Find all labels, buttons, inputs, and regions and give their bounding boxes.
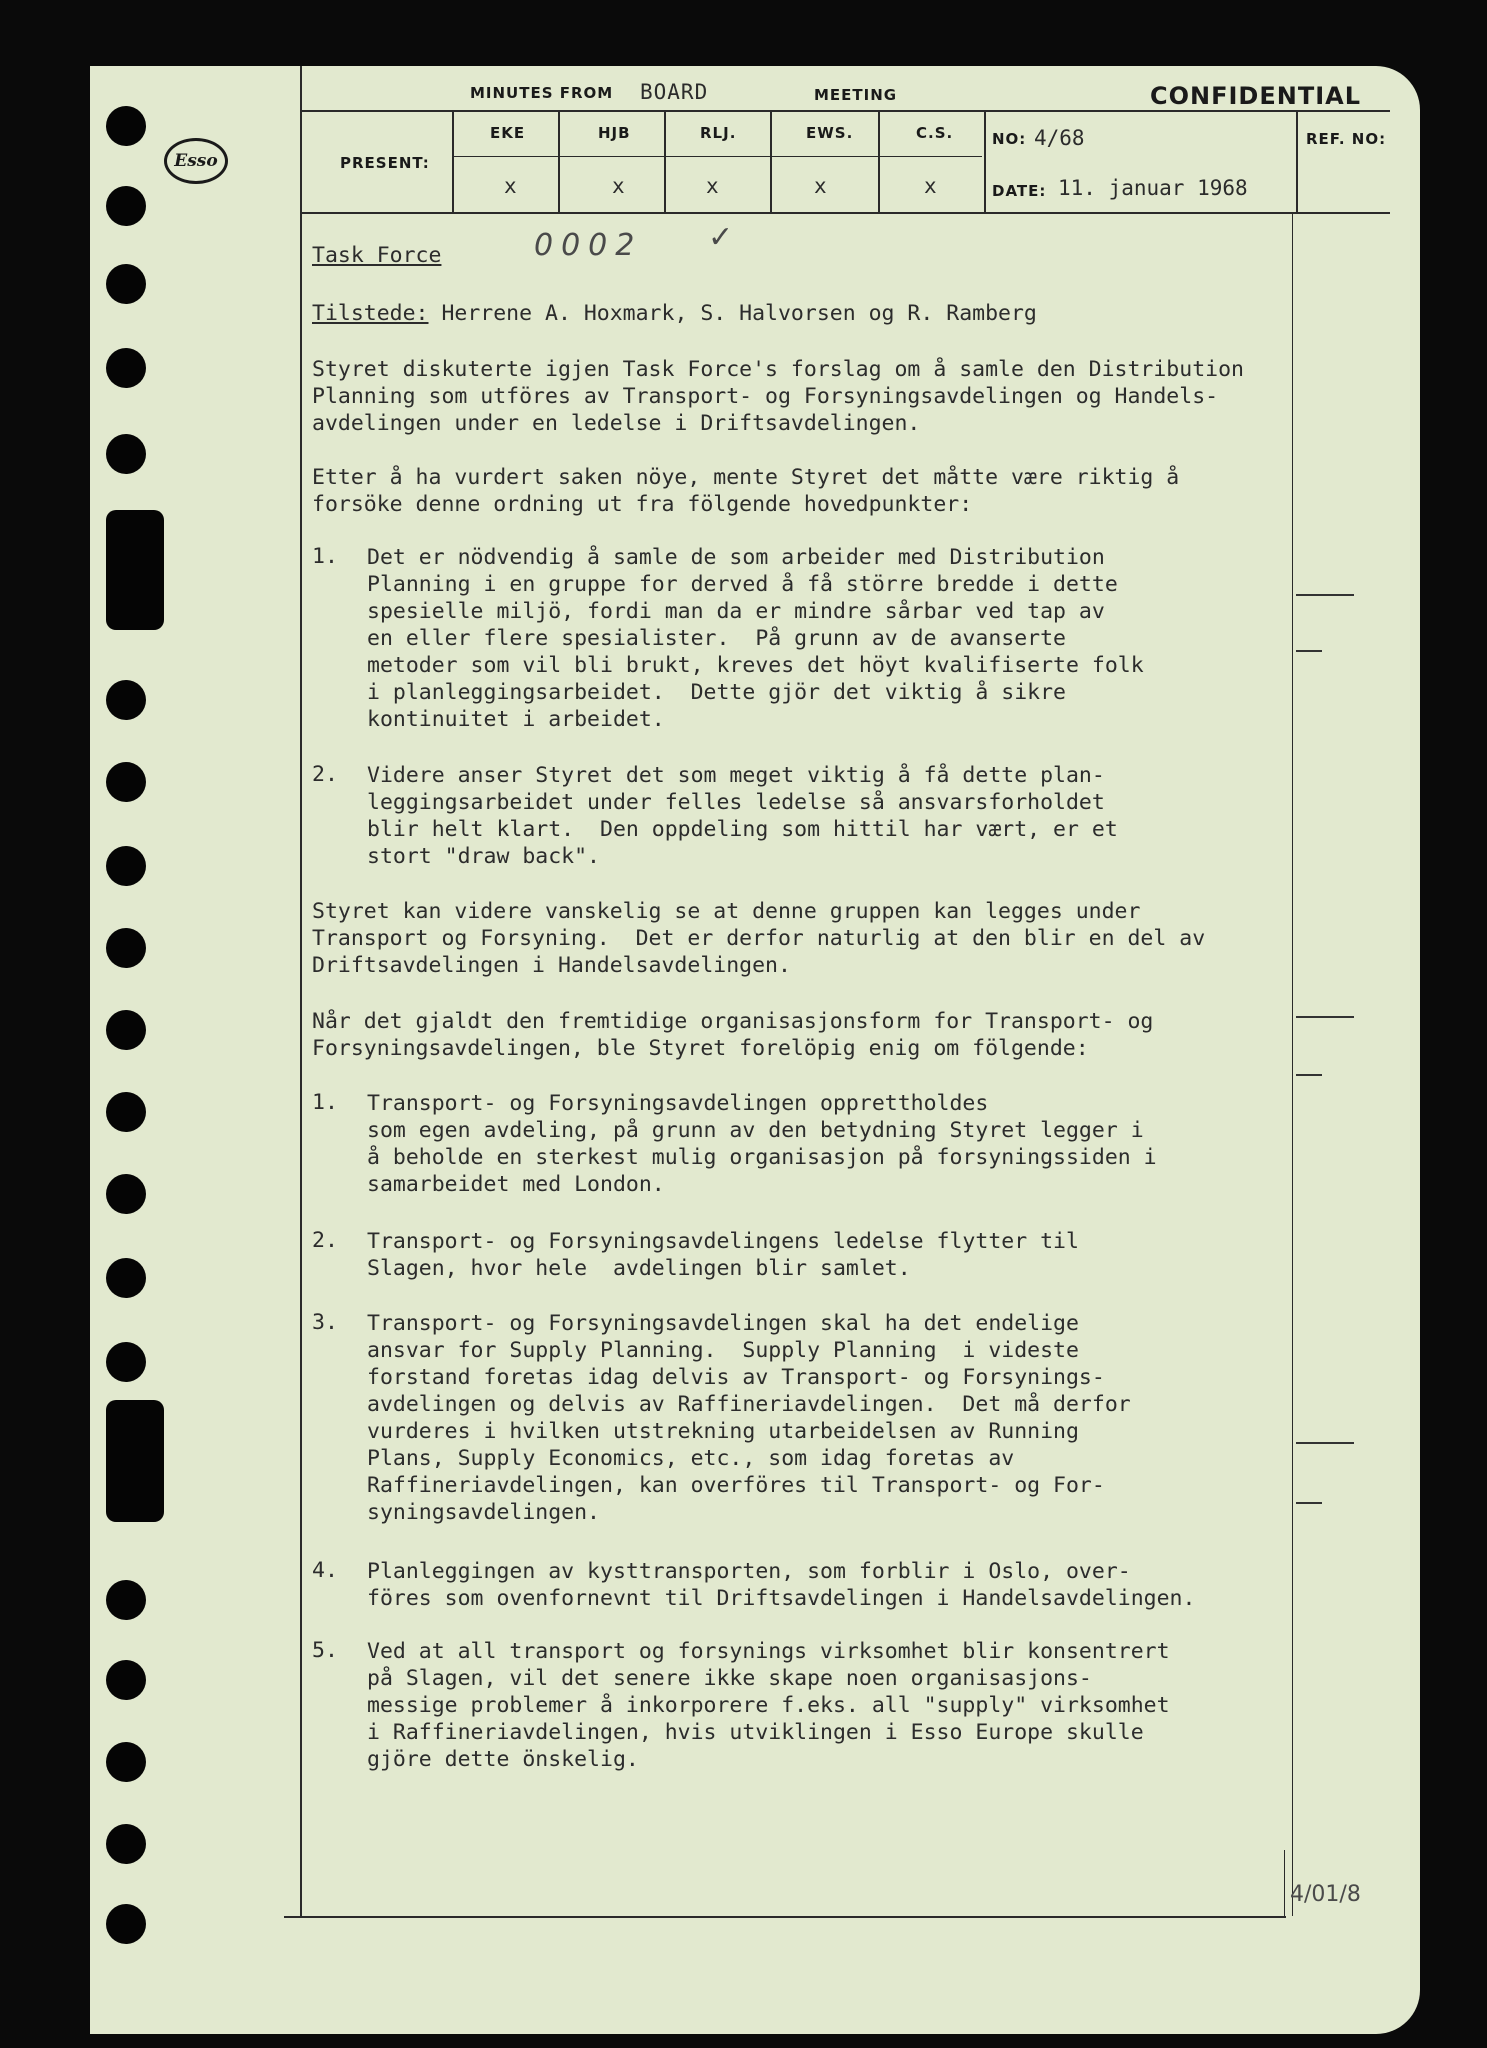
- footer-rule: [284, 1916, 1286, 1918]
- binder-tab: [106, 1400, 164, 1522]
- binder-tab: [106, 510, 164, 630]
- list-item-text: Planleggingen av kysttransporten, som forblir i Oslo, over- föres som ovenfornevnt til Driftsavdelingen i Handelsavdelingen.: [367, 1559, 1196, 1611]
- margin-tick: [1296, 594, 1354, 596]
- binder-hole: [106, 1580, 146, 1620]
- list-item-text: Videre anser Styret det som meget viktig å få dette plan- leggingsarbeidet under felles ledelse så ansvarsforholdet blir helt klart. Den oppdeling som hittil har vært, er et stort "draw back".: [367, 763, 1118, 869]
- meeting-label: MEETING: [814, 86, 898, 104]
- member-mark: x: [504, 174, 517, 198]
- binder-hole: [106, 1742, 146, 1782]
- paragraph: Styret diskuterte igjen Task Force's forslag om å samle den Distribution Planning som utföres av Transport- og Forsyningsavdelingen og Handels- avdelingen under en ledelse i Driftsavdelingen.: [312, 357, 1244, 436]
- attendees-text: Herrene A. Hoxmark, S. Halvorsen og R. Ramberg: [428, 301, 1037, 326]
- minutes-from-label: MINUTES FROM: [470, 84, 614, 102]
- member-mark: x: [814, 174, 827, 198]
- binder-hole: [106, 1258, 146, 1298]
- ref-margin-line: [1292, 212, 1293, 1916]
- table-divider: [1296, 110, 1298, 212]
- list-number: 2.: [312, 1228, 338, 1253]
- binder-hole: [106, 434, 146, 474]
- member-cs: C.S.: [916, 124, 954, 142]
- attendees-label: Tilstede:: [312, 301, 429, 326]
- list-item-text: Transport- og Forsyningsavdelingen skal ha det endelige ansvar for Supply Planning. Supply Planning i videste forstand foretas idag delvis av Transport- og Forsynings- avdelingen og delvis av Raffineriavdelingen. Det må derfor vurderes i hvilken utstrekning utarbeidelsen av Running Plans, Supply Economics, etc., som idag foretas av Raffineriavdelingen, kan overföres til Transport- og For- syningsavdelingen.: [367, 1311, 1131, 1525]
- list-item-text: Transport- og Forsyningsavdelingens ledelse flytter til Slagen, hvor hele avdelingen blir samlet.: [367, 1229, 1079, 1281]
- meeting-body: BOARD: [640, 80, 709, 104]
- date-value: 11. januar 1968: [1058, 176, 1248, 200]
- date-label: DATE:: [992, 182, 1047, 200]
- list-item-text: Ved at all transport og forsynings virksomhet blir konsentrert på Slagen, vil det senere ikke skape noen organisasjons- messige problemer å inkorporere f.eks. all "supply" virksomhet i Raffineriavdelingen, hvis utviklingen i Esso Europe skulle gjöre dette önskelig.: [367, 1639, 1170, 1772]
- binder-hole: [106, 264, 146, 304]
- esso-logo: Esso: [164, 138, 228, 184]
- list-number: 2.: [312, 762, 338, 787]
- paragraph: Når det gjaldt den fremtidige organisasjonsform for Transport- og Forsyningsavdelingen, ble Styret forelöpig enig om fölgende:: [312, 1009, 1154, 1061]
- handwritten-code: 0002: [534, 228, 643, 263]
- member-mark: x: [924, 174, 937, 198]
- binder-hole: [106, 1824, 146, 1864]
- table-divider: [984, 110, 986, 212]
- margin-tick: [1296, 1074, 1322, 1076]
- member-mark: x: [612, 174, 625, 198]
- table-divider: [878, 110, 880, 212]
- binder-hole: [106, 1342, 146, 1382]
- table-divider: [558, 110, 560, 212]
- member-eke: EKE: [490, 124, 526, 142]
- no-value: 4/68: [1034, 126, 1085, 150]
- binder-hole: [106, 762, 146, 802]
- binder-hole: [106, 1174, 146, 1214]
- paragraph: Styret kan videre vanskelig se at denne gruppen kan legges under Transport og Forsyning. Det er derfor naturlig at den blir en del av Driftsavdelingen i Handelsavdelingen.: [312, 899, 1206, 978]
- margin-tick: [1296, 1016, 1354, 1018]
- binder-hole: [106, 1904, 146, 1944]
- list-item-text: Det er nödvendig å samle de som arbeider med Distribution Planning i en gruppe for derved å få större bredde i dette spesielle miljö, fordi man da er mindre sårbar ved tap av en eller flere spesialister. På grunn av de avanserte metoder som vil bli brukt, kreves det höyt kvalifiserte folk i planleggingsarbeidet. Dette gjör det viktig å sikre kontinuitet i arbeidet.: [367, 545, 1144, 732]
- margin-tick: [1296, 1502, 1322, 1504]
- binder-hole: [106, 1010, 146, 1050]
- header-rule: [452, 156, 982, 157]
- binder-hole: [106, 186, 146, 226]
- footer-divider: [1284, 1850, 1285, 1916]
- binder-hole: [106, 1092, 146, 1132]
- margin-tick: [1296, 1442, 1354, 1444]
- list-number: 5.: [312, 1638, 338, 1663]
- binder-hole: [106, 846, 146, 886]
- list-item-text: Transport- og Forsyningsavdelingen opprettholdes som egen avdeling, på grunn av den betydning Styret legger i å beholde en sterkest mulig organisasjon på forsyningssiden i samarbeidet med London.: [367, 1091, 1157, 1197]
- list-number: 1.: [312, 1090, 338, 1115]
- binder-hole: [106, 928, 146, 968]
- check-mark: ✓: [708, 220, 734, 255]
- binder-hole: [106, 348, 146, 388]
- attendees-line: [312, 300, 1037, 327]
- table-divider: [664, 110, 666, 212]
- present-label: PRESENT:: [340, 154, 430, 172]
- margin-tick: [1296, 650, 1322, 652]
- member-mark: x: [706, 174, 719, 198]
- member-hjb: HJB: [598, 124, 631, 142]
- list-number: 1.: [312, 544, 338, 569]
- paragraph: Etter å ha vurdert saken nöye, mente Styret det måtte være riktig å forsöke denne ordning ut fra fölgende hovedpunkter:: [312, 465, 1180, 517]
- list-number: 4.: [312, 1558, 338, 1583]
- margin-line: [300, 66, 302, 1916]
- binder-hole: [106, 106, 146, 146]
- table-divider: [452, 110, 454, 212]
- header-rule: [300, 212, 1390, 214]
- list-number: 3.: [312, 1310, 338, 1335]
- member-rlj: RLJ.: [700, 124, 737, 142]
- header-rule: [300, 110, 1390, 112]
- section-title: Task Force: [312, 243, 442, 268]
- binder-hole: [106, 1660, 146, 1700]
- member-ews: EWS.: [806, 124, 854, 142]
- page-reference: 4/01/8: [1290, 1882, 1361, 1907]
- binder-hole: [106, 680, 146, 720]
- no-label: NO:: [992, 130, 1027, 148]
- table-divider: [770, 110, 772, 212]
- classification-label: CONFIDENTIAL: [1150, 82, 1361, 110]
- ref-no-label: REF. NO:: [1306, 130, 1387, 148]
